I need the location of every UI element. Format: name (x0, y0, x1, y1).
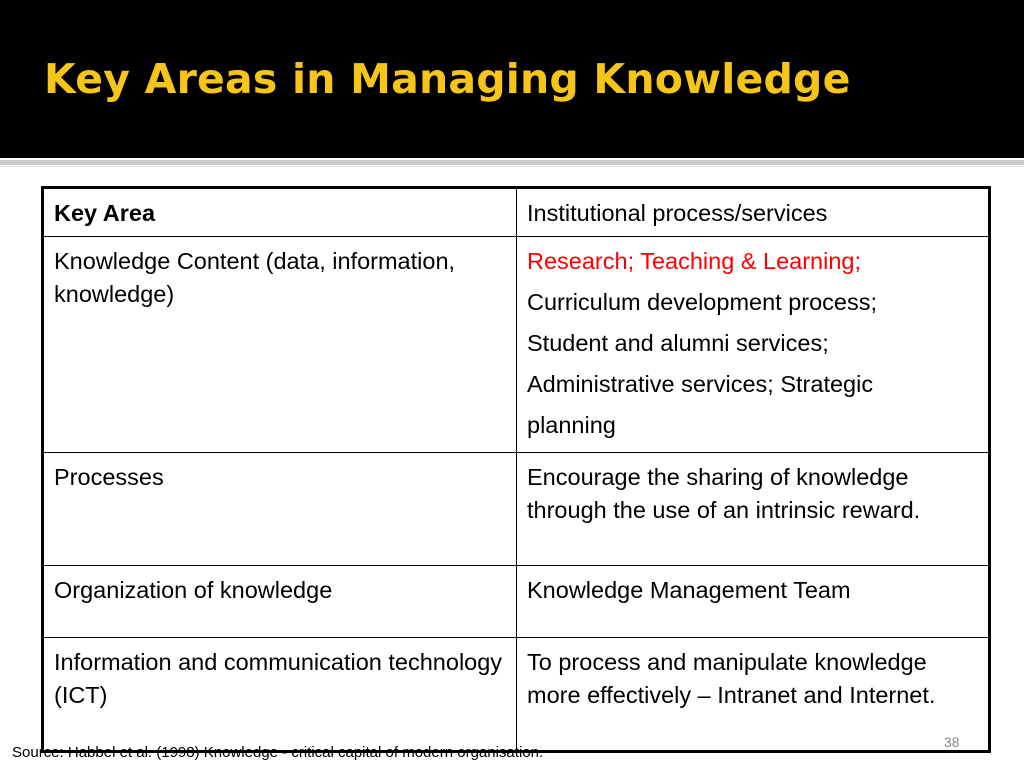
services-cell (517, 237, 990, 453)
services-cell: Knowledge Management Team (517, 566, 990, 638)
title-divider (0, 160, 1024, 165)
table-row (43, 638, 990, 752)
key-areas-table (41, 186, 991, 753)
table-row (43, 566, 990, 638)
key-area-cell: Information and communication technology (ICT) (43, 638, 517, 752)
services-line-highlight: Research; Teaching & Learning; (527, 248, 862, 274)
header-services: Institutional process/services (517, 188, 990, 237)
key-area-cell: Knowledge Content (data, information, knowledge) (43, 237, 517, 453)
table-header-row (43, 188, 990, 237)
services-cell: To process and manipulate knowledge more effectively – Intranet and Internet. (517, 638, 990, 752)
source-citation: Source: Habbel et al. (1998) Knowledge - critical capital of modern organisation. (12, 744, 544, 761)
table-row (43, 237, 990, 453)
title-divider-thin (0, 166, 1024, 167)
header-key-area: Key Area (43, 188, 517, 237)
page-number: 38 (944, 734, 960, 750)
key-area-cell: Processes (43, 453, 517, 566)
services-line: planning (527, 412, 616, 438)
table-row (43, 453, 990, 566)
services-cell: Encourage the sharing of knowledge through the use of an intrinsic reward. (517, 453, 990, 566)
slide-title: Key Areas in Managing Knowledge (44, 55, 851, 103)
key-area-cell: Organization of knowledge (43, 566, 517, 638)
services-line: Curriculum development process; (527, 289, 878, 315)
services-line: Student and alumni services; (527, 330, 829, 356)
services-line: Administrative services; Strategic (527, 371, 874, 397)
